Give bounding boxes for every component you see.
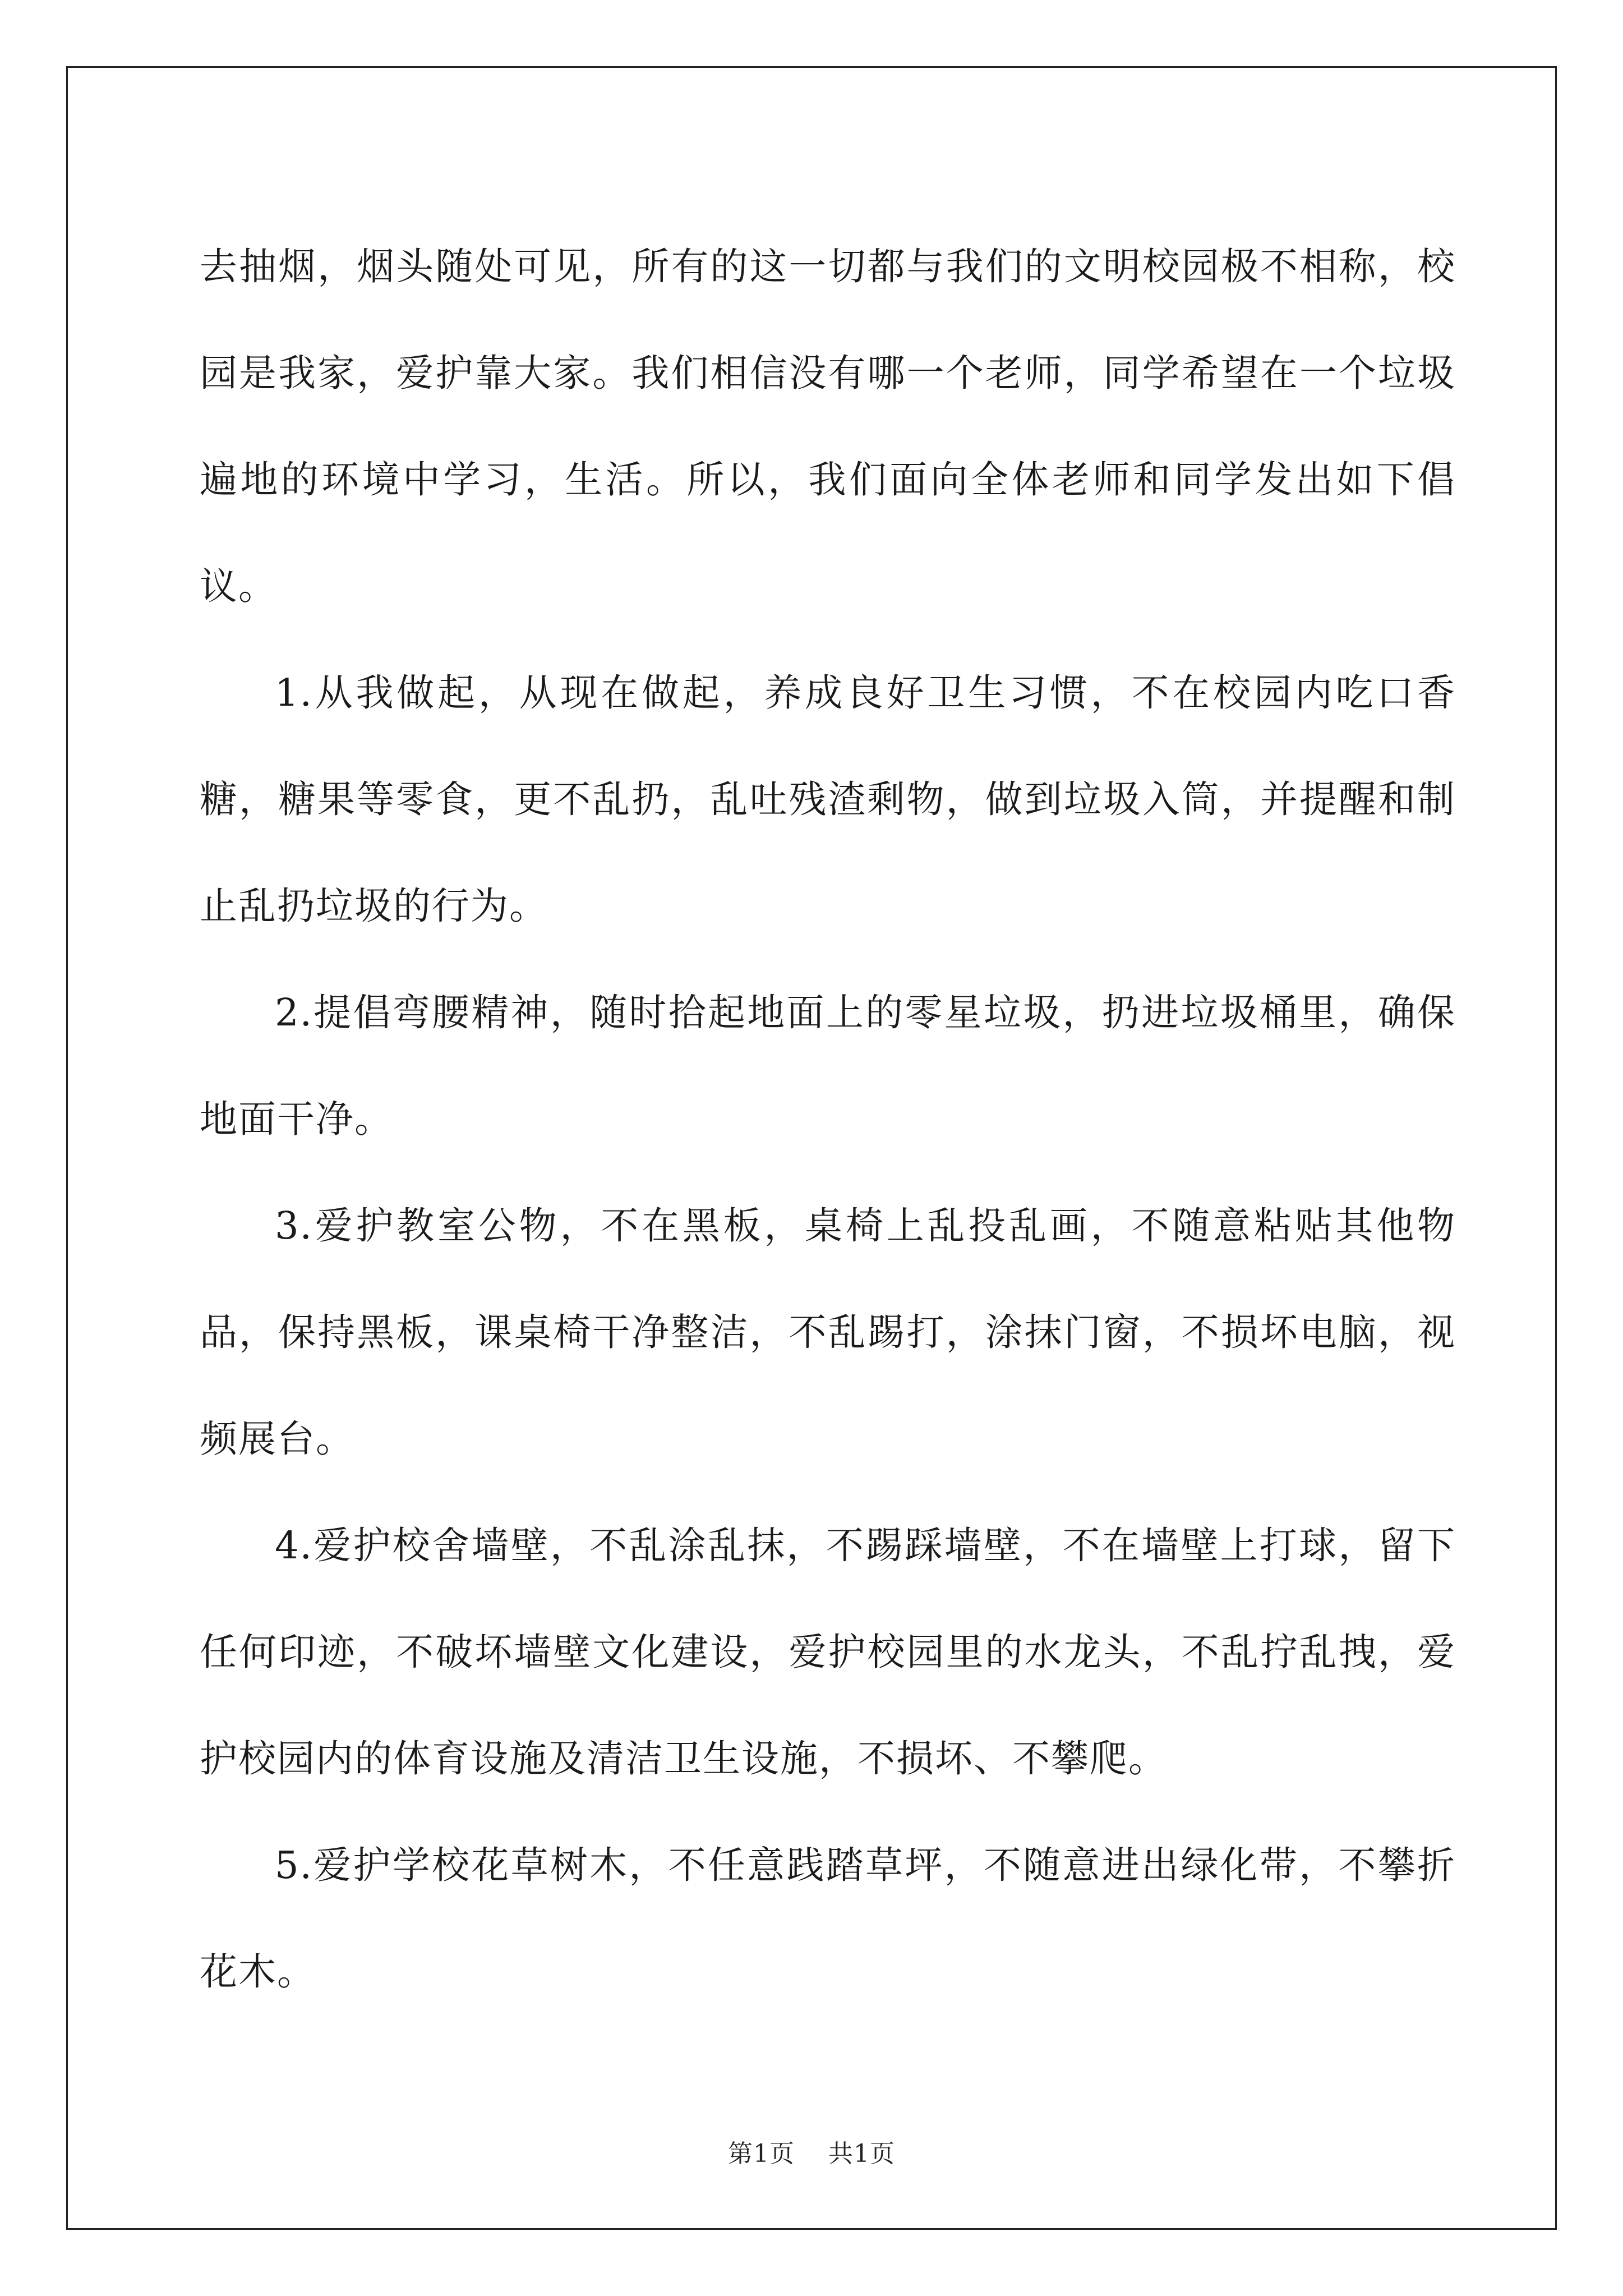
page-number-current: 第1页: [728, 2139, 795, 2168]
paragraph-item-2: 2.提倡弯腰精神，随时拾起地面上的零星垃圾，扔进垃圾桶里，确保地面干净。: [200, 991, 1456, 1141]
paragraph-item-5: 5.爱护学校花草树木，不任意践踏草坪，不随意进出绿化带，不攀折花木。: [200, 1843, 1456, 1994]
paragraph-item-3: 3.爱护教室公物，不在黑板，桌椅上乱投乱画，不随意粘贴其他物品，保持黑板，课桌椅干净整洁，不乱踢打，涂抹门窗，不损坏电脑，视频展台。: [200, 1204, 1456, 1461]
page-footer: [0, 2137, 1623, 2171]
paragraph-intro: 去抽烟，烟头随处可见，所有的这一切都与我们的文明校园极不相称，校园是我家，爱护靠大家。我们相信没有哪一个老师，同学希望在一个垃圾遍地的环境中学习，生活。所以，我们面向全体老师和同学发出如下倡议。: [200, 245, 1456, 608]
paragraph-item-4: 4.爱护校舍墙壁，不乱涂乱抹，不踢踩墙壁，不在墙壁上打球，留下任何印迹，不破坏墙壁文化建设，爱护校园里的水龙头，不乱拧乱拽，爱护校园内的体育设施及清洁卫生设施，不损坏、不攀爬。: [200, 1524, 1456, 1780]
page-number-total: 共1页: [828, 2139, 895, 2168]
document-body: [200, 213, 1456, 2025]
paragraph-item-1: 1.从我做起，从现在做起，养成良好卫生习惯，不在校园内吃口香糖，糖果等零食，更不乱扔，乱吐残渣剩物，做到垃圾入筒，并提醒和制止乱扔垃圾的行为。: [200, 671, 1456, 928]
